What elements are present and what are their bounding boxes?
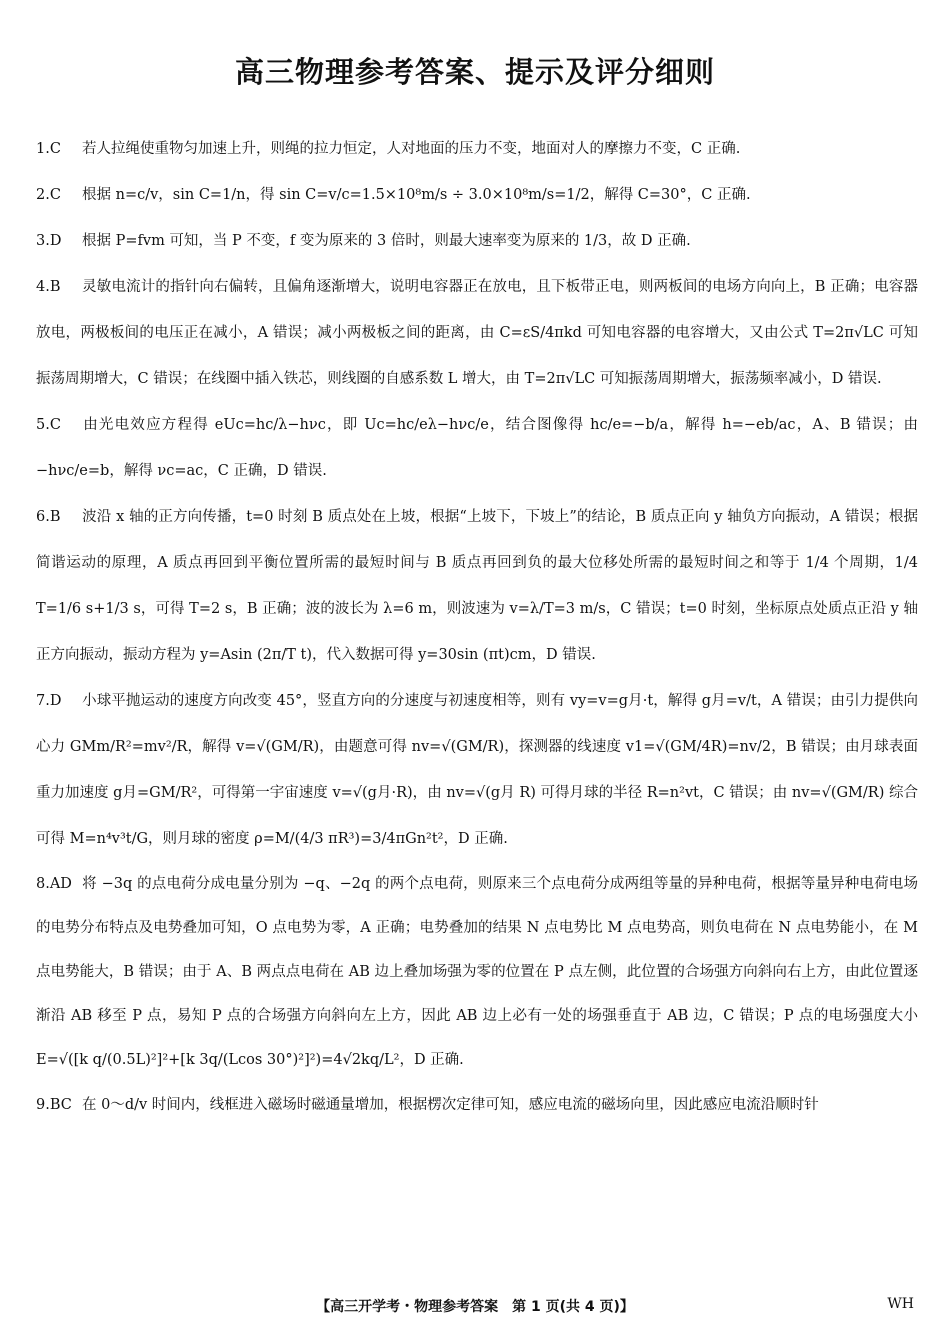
answer-number: 7.D (36, 693, 62, 709)
answer-item (36, 218, 918, 264)
page-title: 高三物理参考答案、提示及评分细则 (234, 55, 715, 89)
answer-text: 小球平抛运动的速度方向改变 45°，竖直方向的分速度与初速度相等，则有 vy=v=g月·t，解得 g月=v/t，A 错误；由引力提供向心力 GMm/R²=mv²/R，解得 v=√(GM/R)，由题意可得 nv=√(GM/R)，探测器的线速度 v1=√(GM/4R)=nv/2，B 错误；由月球表面重力加速度 g月=GM/R²，可得第一宇宙速度 v=√(g月·R)，由 nv=√(g月 R) 可得月球的半径 R=n²vt，C 错误；由 nv=√(GM/R) 综合可得 M=n⁴v³t/G，则月球的密度 ρ=M/(4/3 πR³)=3/4πGn²t²，D 正确. (36, 693, 918, 847)
answer-item (36, 862, 918, 1082)
answer-item (36, 172, 918, 218)
answer-item (36, 678, 918, 862)
footer-code: WH (887, 1296, 914, 1312)
answer-number: 4.B (36, 279, 61, 295)
answer-list (36, 126, 918, 1128)
answer-number: 9.BC (36, 1097, 72, 1113)
answer-text: 将 −3q 的点电荷分成电量分别为 −q、−2q 的两个点电荷，则原来三个点电荷分成两组等量的异种电荷，根据等量异种电荷电场的电势分布特点及电势叠加可知，O 点电势为零，A 正确；电势叠加的结果 N 点电势比 M 点电势高，则负电荷在 N 点电势能小，在 M 点电势能大，B 错误；由于 A、B 两点点电荷在 AB 边上叠加场强为零的位置在 P 点左侧，此位置的合场强方向斜向右上方，由此位置逐渐沿 AB 移至 P 点，易知 P 点的合场强方向斜向左上方，因此 AB 边上必有一处的场强垂直于 AB 边，C 错误；P 点的电场强度大小 E=√([k q/(0.5L)²]²+[k 3q/(Lcos 30°)²]²)=4√2kq/L²，D 正确. (36, 876, 918, 1068)
answer-text: 灵敏电流计的指针向右偏转，且偏角逐渐增大，说明电容器正在放电，且下板带正电，则两板间的电场方向向上，B 正确；电容器放电，两极板间的电压正在减小，A 错误；减小两极板之间的距离，由 C=εS/4πkd 可知电容器的电容增大，又由公式 T=2π√LC 可知振荡周期增大，C 错误；在线圈中插入铁芯，则线圈的自感系数 L 增大，由 T=2π√LC 可知振荡周期增大，振荡频率减小，D 错误. (36, 279, 918, 387)
answer-text: 根据 n=c/v，sin C=1/n，得 sin C=v/c=1.5×10⁸m/s ÷ 3.0×10⁸m/s=1/2，解得 C=30°，C 正确. (82, 187, 751, 203)
answer-item (36, 126, 918, 172)
answer-text: 波沿 x 轴的正方向传播，t=0 时刻 B 质点处在上坡，根据“上坡下，下坡上”的结论，B 质点正向 y 轴负方向振动，A 错误；根据简谐运动的原理，A 质点再回到平衡位置所需的最短时间与 B 质点再回到负的最大位移处所需的最短时间之和等于 1/4 个周期，1/4 T=1/6 s+1/3 s，可得 T=2 s，B 正确；波的波长为 λ=6 m，则波速为 v=λ/T=3 m/s，C 错误；t=0 时刻，坐标原点处质点正沿 y 轴正方向振动，振动方程为 y=Asin (2π/T t)，代入数据可得 y=30sin (πt)cm，D 错误. (36, 509, 918, 663)
answer-item (36, 264, 918, 402)
answer-number: 1.C (36, 141, 61, 157)
answer-number: 3.D (36, 233, 62, 249)
answer-number: 2.C (36, 187, 61, 203)
answer-text: 若人拉绳使重物匀加速上升，则绳的拉力恒定，人对地面的压力不变，地面对人的摩擦力不变，C 正确. (82, 141, 741, 157)
answer-item (36, 402, 918, 494)
answer-text: 由光电效应方程得 eUc=hc/λ−hνc，即 Uc=hc/eλ−hνc/e，结合图像得 hc/e=−b/a，解得 h=−eb/ac，A、B 错误；由 −hνc/e=b，解得 νc=ac，C 正确，D 错误. (36, 417, 918, 479)
answer-text: 在 0～d/v 时间内，线框进入磁场时磁通量增加，根据楞次定律可知，感应电流的磁场向里，因此感应电流沿顺时针 (82, 1097, 819, 1113)
footer-page-info: 【高三开学考・物理参考答案 第 1 页(共 4 页)】 (316, 1299, 634, 1315)
answer-number: 5.C (36, 417, 61, 433)
answer-text: 根据 P=fvm 可知，当 P 不变，f 变为原来的 3 倍时，则最大速率变为原来的 1/3，故 D 正确. (82, 233, 691, 249)
answer-item (36, 1082, 918, 1128)
answer-number: 6.B (36, 509, 61, 525)
answer-number: 8.AD (36, 876, 72, 892)
answer-item (36, 494, 918, 678)
